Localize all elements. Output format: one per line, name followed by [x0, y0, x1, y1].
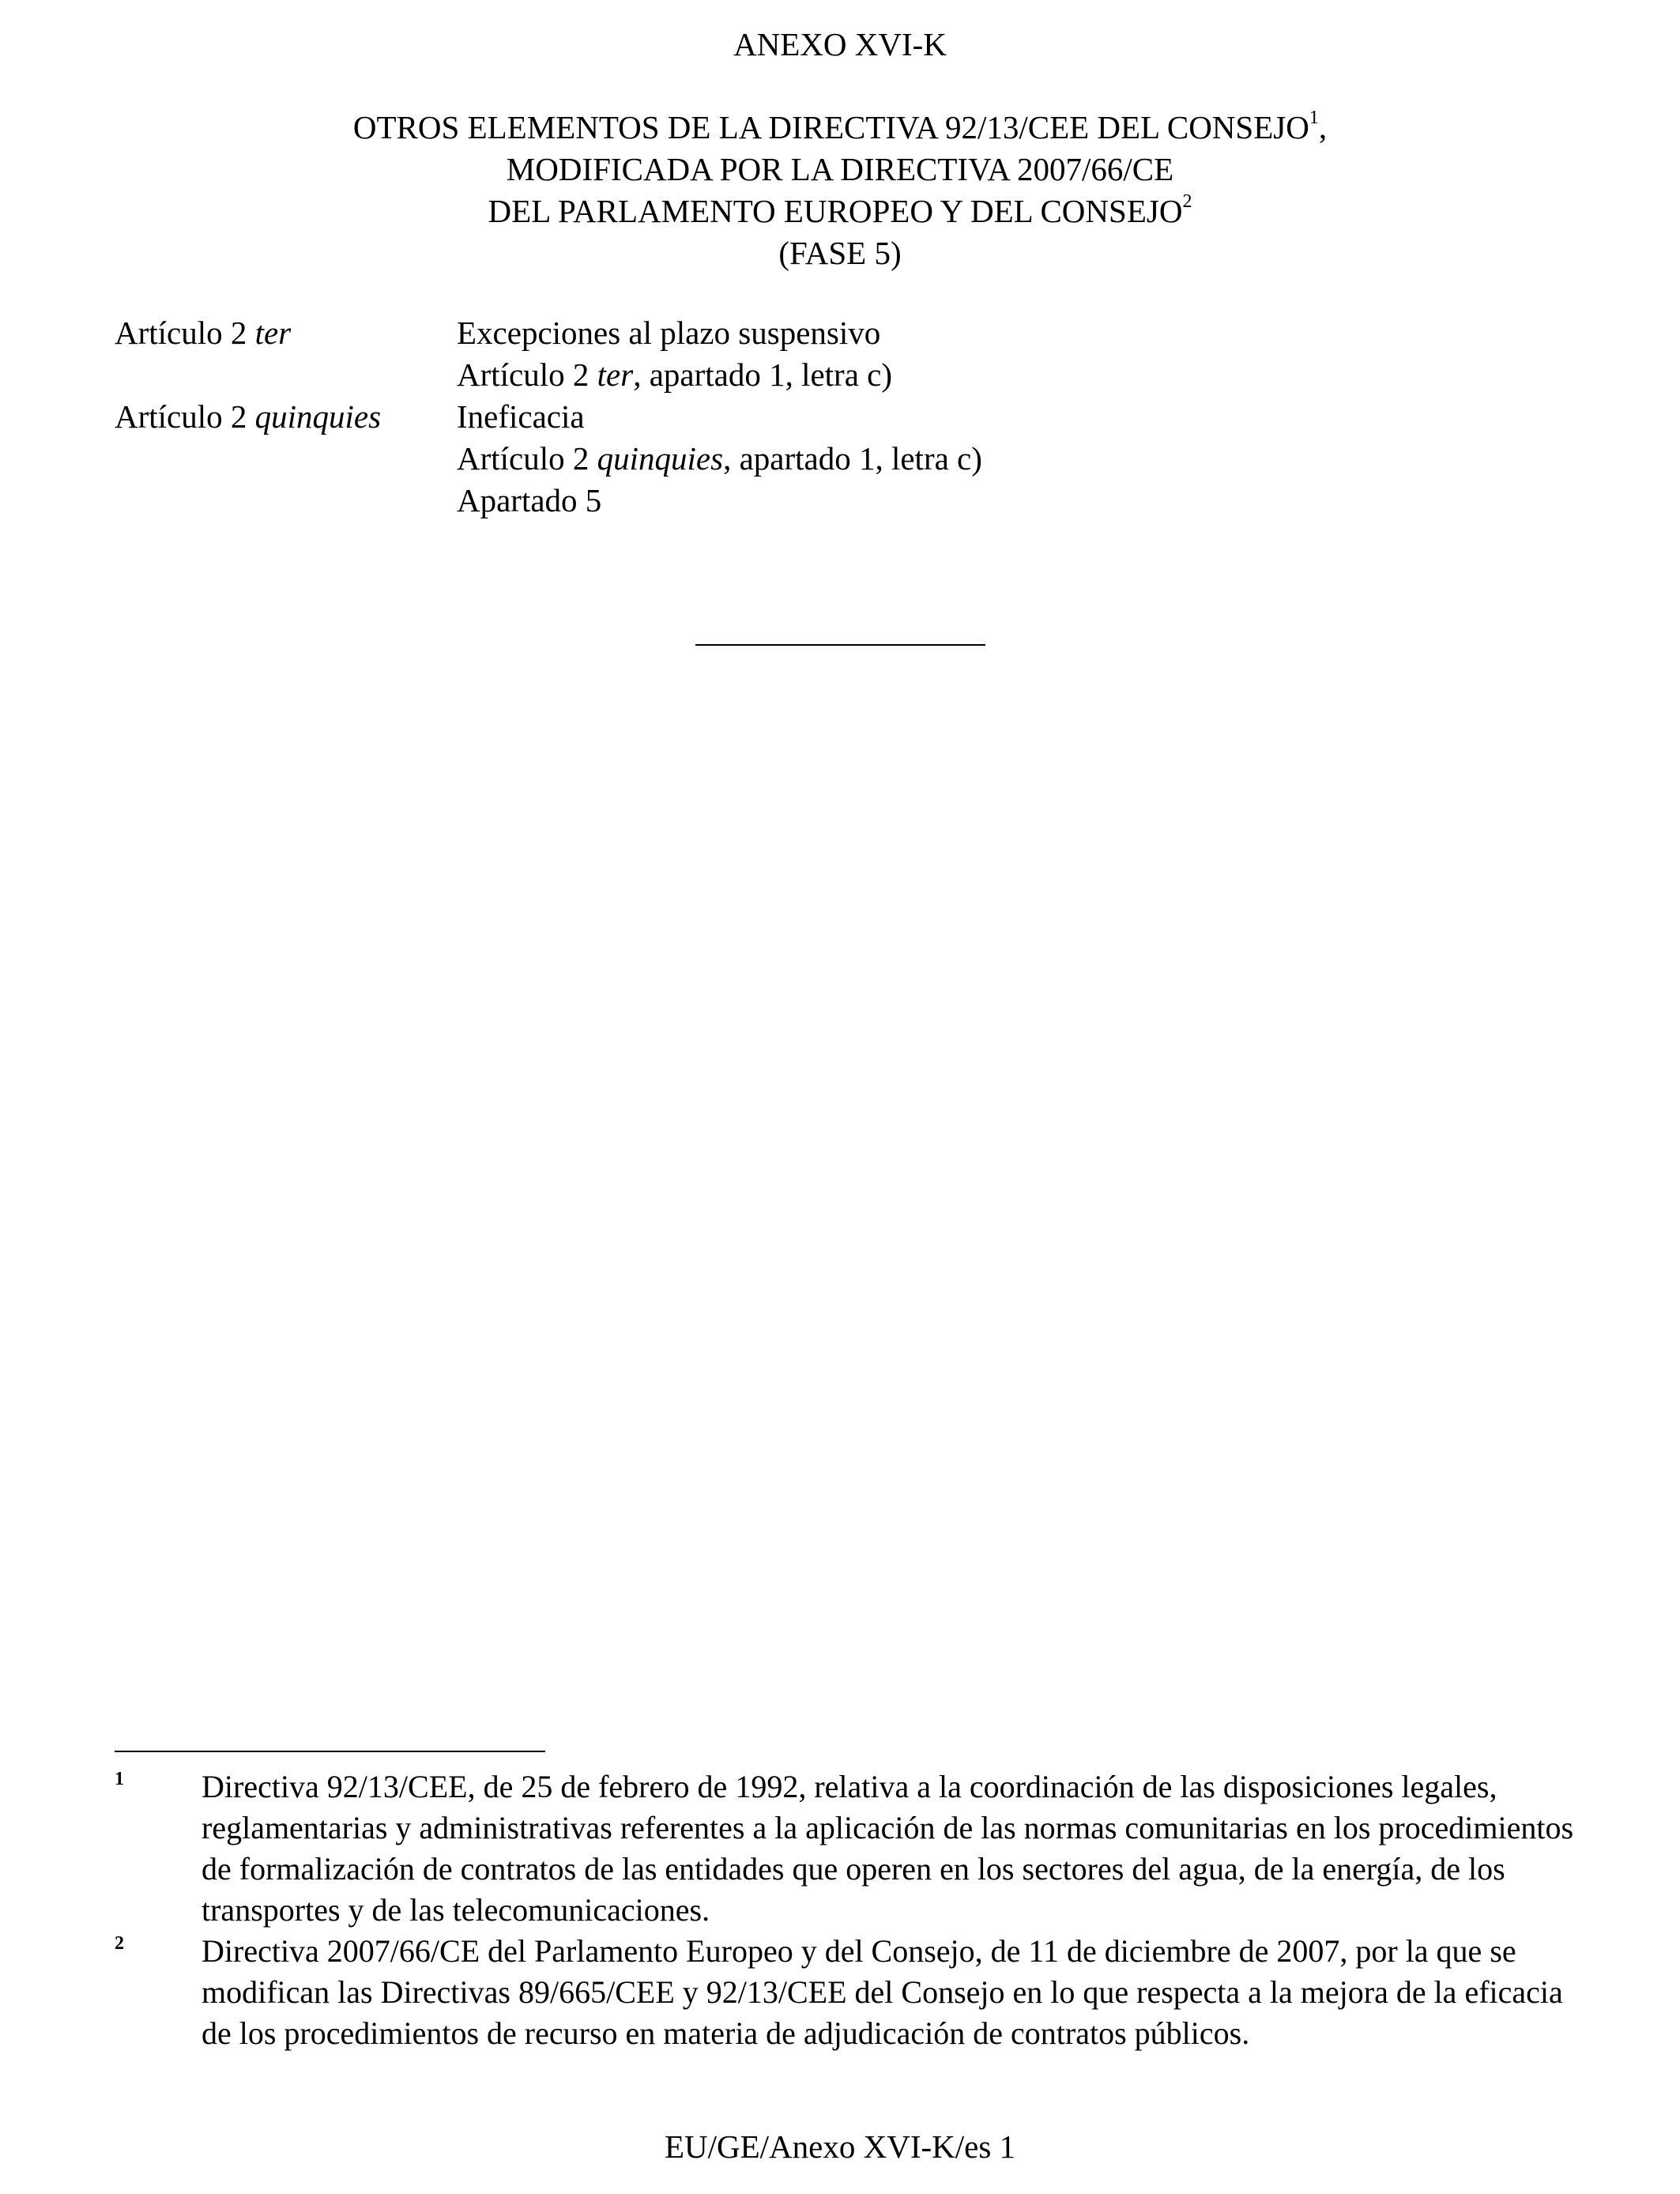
- heading-line-4: (FASE 5): [778, 235, 902, 271]
- article-label: Artículo 2 quinquies: [115, 398, 382, 435]
- article-content: [457, 312, 1576, 396]
- page-reference: EU/GE/Anexo XVI-K/es 1: [664, 2128, 1016, 2165]
- footnote-divider: [115, 1751, 545, 1752]
- article-reference: Artículo 2 ter, apartado 1, letra c): [457, 356, 893, 393]
- section-end-divider: [695, 644, 985, 646]
- article-row: [115, 312, 1576, 396]
- article-extra-reference: Apartado 5: [457, 482, 602, 518]
- articles-list: [115, 312, 1576, 522]
- article-content: [457, 396, 1576, 522]
- article-title: Ineficacia: [457, 398, 585, 435]
- footnote-item: [115, 1931, 1576, 2054]
- annex-title: ANEXO XVI-K: [733, 26, 947, 62]
- footnote-text: Directiva 92/13/CEE, de 25 de febrero de 1992, relativa a la coordinación de las disposiciones legales, reglamentarias y administrativas referentes a la aplicación de las normas comunitarias en los procedimientos de formalización de contratos de las entidades que operen en los sectores del agua, de la energía, de los transportes y de las telecomunicaciones.: [202, 1769, 1574, 1928]
- footnote-item: [115, 1766, 1576, 1931]
- footnote-ref-2[interactable]: 2: [1182, 191, 1192, 213]
- heading-line-2: MODIFICADA POR LA DIRECTIVA 2007/66/CE: [506, 151, 1174, 187]
- footnotes: [115, 1766, 1576, 2054]
- article-row: [115, 396, 1576, 522]
- heading-line-1: OTROS ELEMENTOS DE LA DIRECTIVA 92/13/CEE DEL CONSEJO$^1$,: [352, 107, 1328, 145]
- footnote-number: 1: [115, 1769, 124, 1789]
- footnote-ref-1[interactable]: 1: [1309, 107, 1319, 129]
- article-label: Artículo 2 ter: [115, 315, 292, 351]
- footnote-number: 2: [115, 1933, 124, 1954]
- heading-line-3: DEL PARLAMENTO EUROPEO Y DEL CONSEJO$^2$: [488, 191, 1192, 229]
- footnote-text: Directiva 2007/66/CE del Parlamento Europeo y del Consejo, de 11 de diciembre de 2007, por la que se modifican las Directivas 89/665/CEE y 92/13/CEE del Consejo en lo que respecta a la mejora de la eficacia de los procedimientos de recurso en materia de adjudicación de contratos públicos.: [202, 1933, 1563, 2051]
- document-heading: [0, 107, 1680, 274]
- article-title: Excepciones al plazo suspensivo: [457, 315, 881, 351]
- article-reference: Artículo 2 quinquies, apartado 1, letra c): [457, 440, 982, 477]
